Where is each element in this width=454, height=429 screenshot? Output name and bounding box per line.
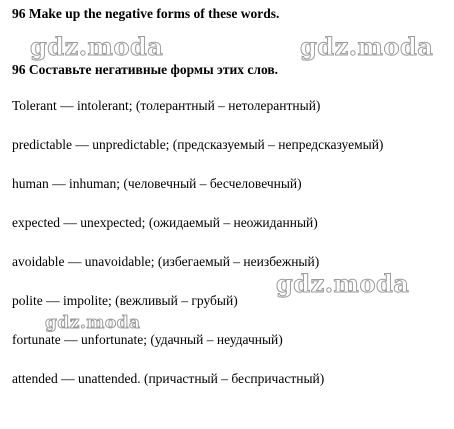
exercise-heading-russian: 96 Составьте негативные формы этих слов. bbox=[12, 62, 279, 77]
watermark-bottom-left: gdz.moda bbox=[45, 313, 141, 333]
word-pair-tolerant: Tolerant — intolerant; (толерантный – нетолерантный) bbox=[12, 98, 321, 113]
word-pair-human: human — inhuman; (человечный – бесчеловечный) bbox=[12, 176, 302, 191]
word-pair-attended: attended — unattended. (причастный – беспричастный) bbox=[12, 371, 325, 386]
word-pair-avoidable: avoidable — unavoidable; (избегаемый – неизбежный) bbox=[12, 254, 320, 269]
word-pair-polite: polite — impolite; (вежливый – грубый) bbox=[12, 293, 238, 308]
word-pair-predictable: predictable — unpredictable; (предсказуемый – непредсказуемый) bbox=[12, 137, 384, 152]
watermark-middle-right: gdz.moda bbox=[276, 269, 410, 298]
watermark-top-right: gdz.moda bbox=[300, 32, 434, 61]
exercise-heading-english: 96 Make up the negative forms of these words. bbox=[12, 6, 280, 21]
word-pair-fortunate: fortunate — unfortunate; (удачный – неудачный) bbox=[12, 332, 283, 347]
word-pair-expected: expected — unexpected; (ожидаемый – неожиданный) bbox=[12, 215, 318, 230]
watermark-top-left: gdz.moda bbox=[30, 32, 164, 61]
